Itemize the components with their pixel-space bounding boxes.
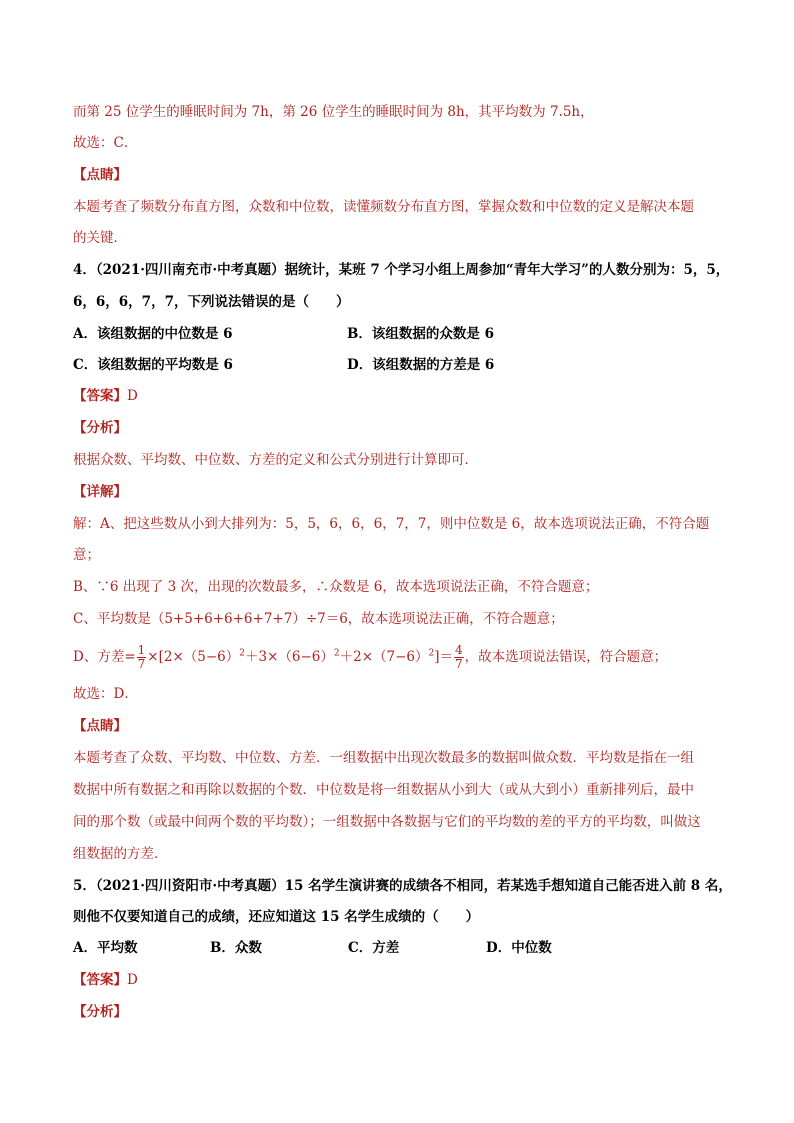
q4-analysis-text: 根据众数、平均数、中位数、方差的定义和公式分别进行计算即可．	[73, 452, 478, 468]
superscript-2: 2	[333, 648, 340, 659]
dianjing-tag: 【点睛】	[73, 167, 127, 183]
fraction-four-sevenths	[454, 644, 464, 671]
q4-dianjing-line-3: 间的那个数（或最中间两个数的平均数）；一组数据中各数据与它们的平均数的差的平方的平均数，叫做这	[73, 814, 701, 830]
q4-analysis-tag: 【分析】	[73, 420, 127, 436]
q4-option-b: B．该组数据的众数是 6	[347, 326, 495, 342]
q4-dianjing-line-4: 组数据的方差．	[73, 846, 168, 862]
variance-term-c: ＋2×（7−6）	[339, 649, 429, 665]
answer-value: D	[127, 972, 138, 988]
superscript-2: 2	[428, 648, 435, 659]
dianjing-text-2: 的关键．	[73, 230, 127, 246]
q5-stem-line-2: 则他不仅要知道自己的成绩，还应知道这 15 名学生成绩的（ ）	[73, 909, 480, 925]
q4-stem-line-1: 4．（2021·四川南充市·中考真题）据统计，某班 7 个学习小组上周参加“青年大学习”的人数分别为：5，5，	[73, 262, 730, 278]
q5-options-row	[73, 938, 552, 958]
q5-analysis-tag: 【分析】	[73, 1004, 127, 1020]
solution-choice-line: 故选：C．	[73, 135, 138, 151]
q5-answer	[73, 970, 138, 990]
answer-tag: 【答案】	[73, 972, 127, 988]
variance-term-a: ×[2×（5−6）	[147, 649, 240, 665]
q4-dianjing-tag: 【点睛】	[73, 718, 127, 734]
q5-option-d: D．中位数	[486, 940, 552, 956]
variance-term-b: ＋3×（6−6）	[244, 649, 334, 665]
variance-prefix: D、方差=	[73, 649, 136, 665]
q4-option-c: C．该组数据的平均数是 6	[73, 357, 233, 373]
answer-value: D	[127, 388, 138, 404]
fraction-denominator: 7	[455, 657, 463, 671]
q4-detail-line-2: 意；	[73, 547, 100, 563]
q4-dianjing-line-1: 本题考查了众数、平均数、中位数、方差．一组数据中出现次数最多的数据叫做众数．平均数是指在一组	[73, 750, 694, 766]
dianjing-text-1: 本题考查了频数分布直方图，众数和中位数，读懂频数分布直方图，掌握众数和中位数的定义是解决本题	[73, 199, 694, 215]
superscript-2: 2	[239, 648, 245, 659]
variance-suffix: ，故本选项说法错误，符合题意；	[464, 649, 668, 665]
q4-variance-line	[73, 640, 667, 674]
q4-detail-line-4: C、平均数是（5+5+6+6+6+7+7）÷7＝6，故本选项说法正确，不符合题意；	[73, 611, 564, 627]
q5-stem-line-1: 5．（2021·四川资阳市·中考真题）15 名学生演讲赛的成绩各不相同，若某选手想知道自己能否进入前 8 名，	[73, 878, 732, 894]
solution-line: 而第 25 位学生的睡眠时间为 7h，第 26 位学生的睡眠时间为 8h，其平均数为 7.5h，	[73, 104, 594, 120]
q5-option-b: B．众数	[210, 940, 262, 956]
fraction-one-seventh	[137, 644, 147, 671]
fraction-numerator: 1	[137, 643, 146, 657]
variance-term-d: ]＝	[434, 649, 454, 665]
q4-options-row-2	[73, 355, 495, 375]
q4-option-a: A．该组数据的中位数是 6	[73, 326, 233, 342]
q4-detail-line-3: B、∵6 出现了 3 次，出现的次数最多，∴众数是 6，故本选项说法正确，不符合题意；	[73, 579, 599, 595]
fraction-numerator: 4	[455, 643, 463, 657]
fraction-denominator: 7	[137, 657, 146, 671]
q5-option-a: A．平均数	[73, 940, 138, 956]
q4-answer	[73, 386, 138, 406]
q5-option-c: C．方差	[348, 940, 400, 956]
q4-stem-line-2: 6，6，6，7，7，下列说法错误的是（ ）	[73, 294, 350, 310]
q4-detail-choice: 故选：D．	[73, 686, 138, 702]
q4-options-row-1	[73, 324, 495, 344]
q4-detail-line-1: 解：A、把这些数从小到大排列为：5，5，6，6，6，7，7，则中位数是 6，故本选项说法正确，不符合题	[73, 516, 710, 532]
q4-detail-tag: 【详解】	[73, 484, 127, 500]
q4-dianjing-line-2: 数据中所有数据之和再除以数据的个数．中位数是将一组数据从小到大（或从大到小）重新排列后，最中	[73, 782, 694, 798]
answer-tag: 【答案】	[73, 388, 127, 404]
q4-option-d: D．该组数据的方差是 6	[347, 357, 495, 373]
